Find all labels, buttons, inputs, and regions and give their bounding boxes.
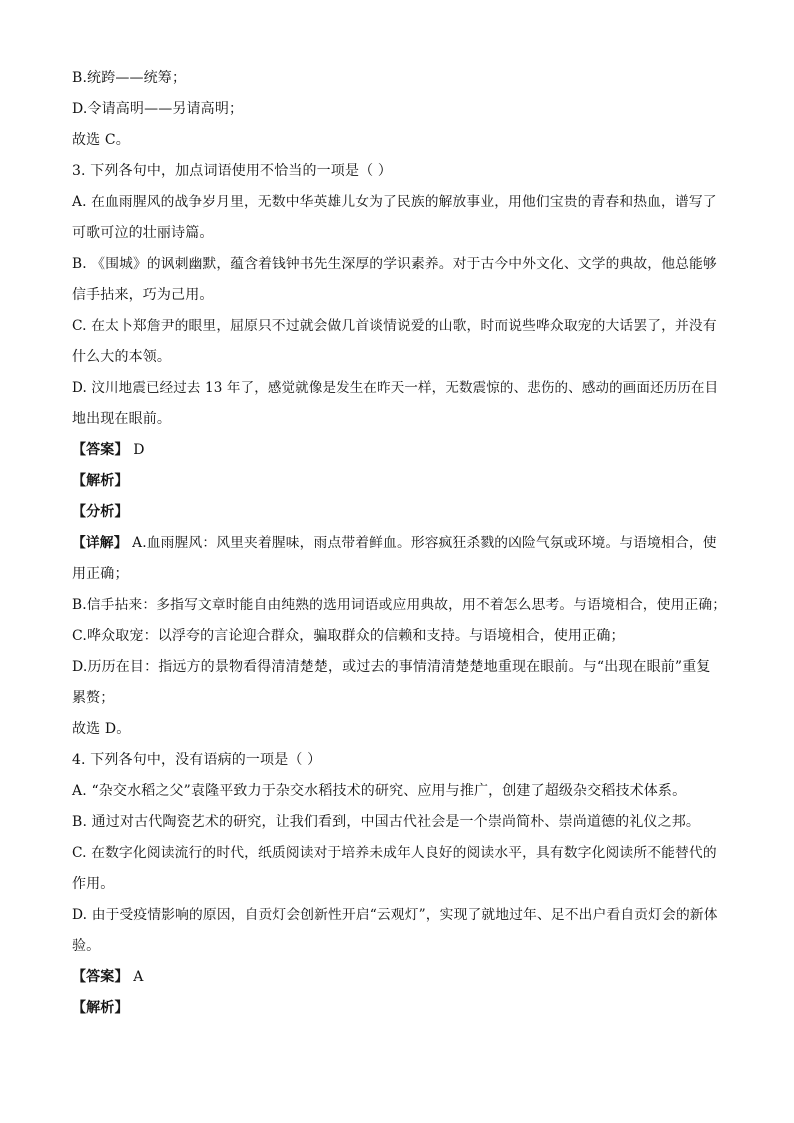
section-tag-label: 分析 [86,504,115,520]
text-line [72,64,726,95]
line-text: 地出现在眼前。 [72,411,172,427]
text-line [72,932,726,963]
bracket-open: 【 [72,1000,87,1016]
line-text: 作用。 [72,876,115,892]
text-line [72,436,726,467]
bracket-close: 】 [114,1000,129,1016]
section-tag-label: 答案 [86,442,115,458]
text-line [72,591,726,622]
bracket-open: 【 [72,969,87,985]
line-text: 验。 [72,938,101,954]
text-line [72,839,726,870]
text-line [72,374,726,405]
line-text: 故选 C。 [72,132,130,148]
section-tag [72,442,129,458]
line-text: D. 由于受疫情影响的原因，自贡灯会创新性开启“云观灯”，实现了就地过年、足不出户看自贡灯会的新体 [72,907,718,923]
line-text: B.统跨——统筹； [72,70,187,86]
text-line [72,250,726,281]
text-line [72,746,726,777]
text-line [72,467,726,498]
line-text: 可歌可泣的壮丽诗篇。 [72,225,214,241]
document-body [72,64,726,1025]
line-text: A.血雨腥风：风里夹着腥味，雨点带着鲜血。形容疯狂杀戮的凶险气氛或环境。与语境相合，使 [127,535,717,551]
text-line [72,157,726,188]
bracket-close: 】 [114,442,129,458]
text-line [72,622,726,653]
text-line [72,405,726,436]
section-tag [72,504,129,520]
bracket-open: 【 [72,473,87,489]
bracket-open: 【 [72,535,86,551]
bracket-open: 【 [72,504,87,520]
bracket-close: 】 [113,535,128,551]
line-text: D.令请高明——另请高明； [72,101,244,117]
text-line [72,963,726,994]
line-text: B.信手拈来：多指写文章时能自由纯熟的选用词语或应用典故，用不着怎么思考。与语境相合，使用正确； [72,597,727,613]
text-line [72,560,726,591]
line-text: C.哗众取宠：以浮夸的言论迎合群众，骗取群众的信赖和支持。与语境相合，使用正确； [72,628,625,644]
text-line [72,343,726,374]
line-text: 什么大的本领。 [72,349,172,365]
section-tag-label: 答案 [86,969,115,985]
line-text: 信手拈来，巧为己用。 [72,287,214,303]
line-text: A. “杂交水稻之父”袁隆平致力于杂交水稻技术的研究、应用与推广，创建了超级杂交稻技术体系。 [72,783,687,799]
section-tag [72,969,129,985]
line-text: 用正确； [72,566,129,582]
bracket-close: 】 [114,473,129,489]
line-text: C. 在数字化阅读流行的时代，纸质阅读对于培养未成年人良好的阅读水平，具有数字化阅读所不能替代的 [72,845,717,861]
section-tag [72,1000,129,1016]
text-line [72,529,726,560]
line-text: D.历历在目：指远方的景物看得清清楚楚，或过去的事情清清楚楚地重现在眼前。与“出现在眼前”重复 [72,659,711,675]
section-tag-label: 解析 [86,473,115,489]
text-line [72,715,726,746]
section-tag-label: 解析 [86,1000,115,1016]
text-line [72,684,726,715]
text-line [72,808,726,839]
line-text: 故选 D。 [72,721,131,737]
line-text: C. 在太卜郑詹尹的眼里，屈原只不过就会做几首谈情说爱的山歌，时而说些哗众取宠的大话罢了，并没有 [72,318,717,334]
text-line [72,901,726,932]
bracket-close: 】 [114,504,129,520]
line-text: 累赘； [72,690,115,706]
text-line [72,312,726,343]
line-text: 4. 下列各句中，没有语病的一项是（ ） [72,752,322,768]
text-line [72,219,726,250]
bracket-close: 】 [114,969,129,985]
bracket-open: 【 [72,442,87,458]
line-text: A. 在血雨腥风的战争岁月里，无数中华英雄儿女为了民族的解放事业，用他们宝贵的青春和热血，谱写了 [72,194,717,210]
line-text: D [128,442,145,458]
section-tag [72,473,129,489]
line-text: B. 通过对古代陶瓷艺术的研究，让我们看到，中国古代社会是一个崇尚简朴、崇尚道德的礼仪之邦。 [72,814,701,830]
text-line [72,126,726,157]
text-line [72,870,726,901]
text-line [72,95,726,126]
text-line [72,653,726,684]
line-text: A [128,969,144,985]
text-line [72,777,726,808]
line-text: D. 汶川地震已经过去 13 年了，感觉就像是发生在昨天一样，无数震惊的、悲伤的、感动的画面还历历在目 [72,380,719,396]
section-tag [72,535,128,551]
line-text: B. 《围城》的讽刺幽默，蕴含着钱钟书先生深厚的学识素养。对于古今中外文化、文学的典故，他总能够 [72,256,717,272]
text-line [72,281,726,312]
section-tag-label: 详解 [85,535,114,551]
text-line [72,188,726,219]
line-text: 3. 下列各句中，加点词语使用不恰当的一项是（ ） [72,163,393,179]
text-line [72,498,726,529]
text-line [72,994,726,1025]
